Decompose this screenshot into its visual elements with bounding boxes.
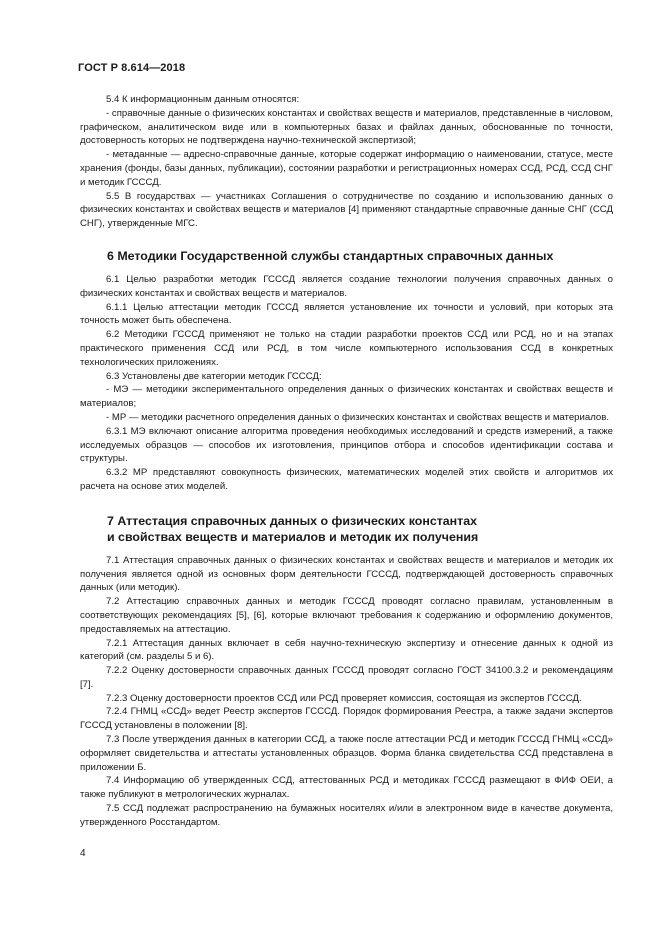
paragraph-7-2-3: 7.2.3 Оценку достоверности проектов ССД или РСД проверяет комиссия, состоящая из экспертов ГСССД. [106, 692, 582, 704]
paragraph-7-3: 7.3 После утверждения данных в категории ССД, а также после аттестации РСД и методик ГСССД ГНМЦ «ССД» оформляет свидетельства и аттестаты установленных образцов. Форма бланка свидетельства ССД представлена в приложении Б. [80, 734, 613, 773]
paragraph-5-4: 5.4 К информационным данным относятся: [106, 94, 300, 105]
paragraph-6-2: 6.2 Методики ГСССД применяют не только на стадии разработки проектов ССД или РСД, но и на этапах практического применения ССД или РСД, в том числе компьютерного использования ССД в конкретных технологических приложениях. [80, 329, 613, 368]
section-6-heading: 6 Методики Государственной службы стандартных справочных данных [107, 248, 554, 263]
list-item-me: - МЭ — методики экспериментального определения данных о физических константах и свойствах веществ и материалов; [80, 384, 613, 410]
paragraph-6-3: 6.3 Установлены две категории методик ГСССД: [106, 370, 322, 382]
document-header: ГОСТ Р 8.614—2018 [78, 62, 186, 74]
paragraph-6-3-1: 6.3.1 МЭ включают описание алгоритма проведения необходимых исследований и средств измерений, а также исследуемых образцов — способов их изготовления, принципов отбора и способов идентификации состава и структуры. [80, 425, 613, 465]
page-body [80, 93, 613, 830]
list-item-reference-data: - справочные данные о физических константах и свойствах веществ и материалов, представленные в числовом, графическом, аналитическом виде или в компьютерных базах и файлах данных, обоснованные по точности, достоверность которых не подтверждена научно-технической экспертизой; [80, 107, 613, 147]
paragraph-7-4: 7.4 Информацию об утвержденных ССД, аттестованных РСД и методиках ГСССД размещают в ФИФ ОЕИ, а также публикуют в метрологических журналах. [80, 775, 613, 801]
section-7-heading-line-2: и свойствах веществ и материалов и методик их получения [107, 529, 479, 544]
section-7-heading-line-1: 7 Аттестация справочных данных о физических константах [107, 513, 478, 528]
paragraph-7-2-1: 7.2.1 Аттестация данных включает в себя научно-техническую экспертизу и отнесение данных к одной из категорий (см. разделы 5 и 6). [80, 637, 613, 663]
paragraph-6-3-2: 6.3.2 МР представляют совокупность физических, математических моделей этих свойств и алгоритмов их расчета на основе этих моделей. [80, 467, 613, 492]
paragraph-7-2: 7.2 Аттестацию справочных данных и методик ГСССД проводят согласно правилам, установленным в соответствующих рекомендациях [5], [6], которые включают требования к содержанию и оформлению документов, предоставляемых на аттестацию. [80, 596, 613, 635]
list-item-mr: - МР — методики расчетного определения данных о физических константах и свойствах веществ и материалов. [106, 411, 609, 423]
paragraph-7-1: 7.1 Аттестация справочных данных о физических константах и свойствах веществ и материалов и методик их получения является одной из основных форм деятельности ГСССД, подтверждающей достоверность справочных данных (или методик). [80, 554, 613, 594]
list-item-metadata: - метаданные — адресно-справочные данные, которые содержат информацию о наименовании, статусе, месте хранения (фонды, базы данных, публикации), состоянии разработки и регистрационных номерах ССД, РСД, ССД СНГ и методик ГСССД. [80, 149, 613, 188]
page-number: 4 [80, 848, 86, 859]
paragraph-5-5: 5.5 В государствах — участниках Соглашения о сотрудничестве по созданию и использованию данных о физических константах и свойствах веществ и материалов [4] применяют стандартные справочные данные СНГ (ССД СНГ), утвержденные МГС. [80, 190, 613, 230]
paragraph-7-5: 7.5 ССД подлежат распространению на бумажных носителях и/или в электронном виде в качестве документа, утвержденного Росстандартом. [80, 803, 613, 828]
paragraph-6-1-1: 6.1.1 Целью аттестации методик ГСССД является установление их точности и условий, при которых эта точность может быть обеспечена. [80, 301, 613, 327]
paragraph-7-2-4: 7.2.4 ГНМЦ «ССД» ведет Реестр экспертов ГСССД. Порядок формирования Реестра, а также задачи экспертов ГСССД установлены в положении [8]. [80, 706, 613, 732]
paragraph-7-2-2: 7.2.2 Оценку достоверности справочных данных ГСССД проводят согласно ГОСТ 34100.3.2 и рекомендациям [7]. [80, 665, 613, 690]
paragraph-6-1: 6.1 Целью разработки методик ГСССД является создание технологии получения справочных данных о физических константах и свойствах веществ и материалов. [80, 273, 613, 299]
